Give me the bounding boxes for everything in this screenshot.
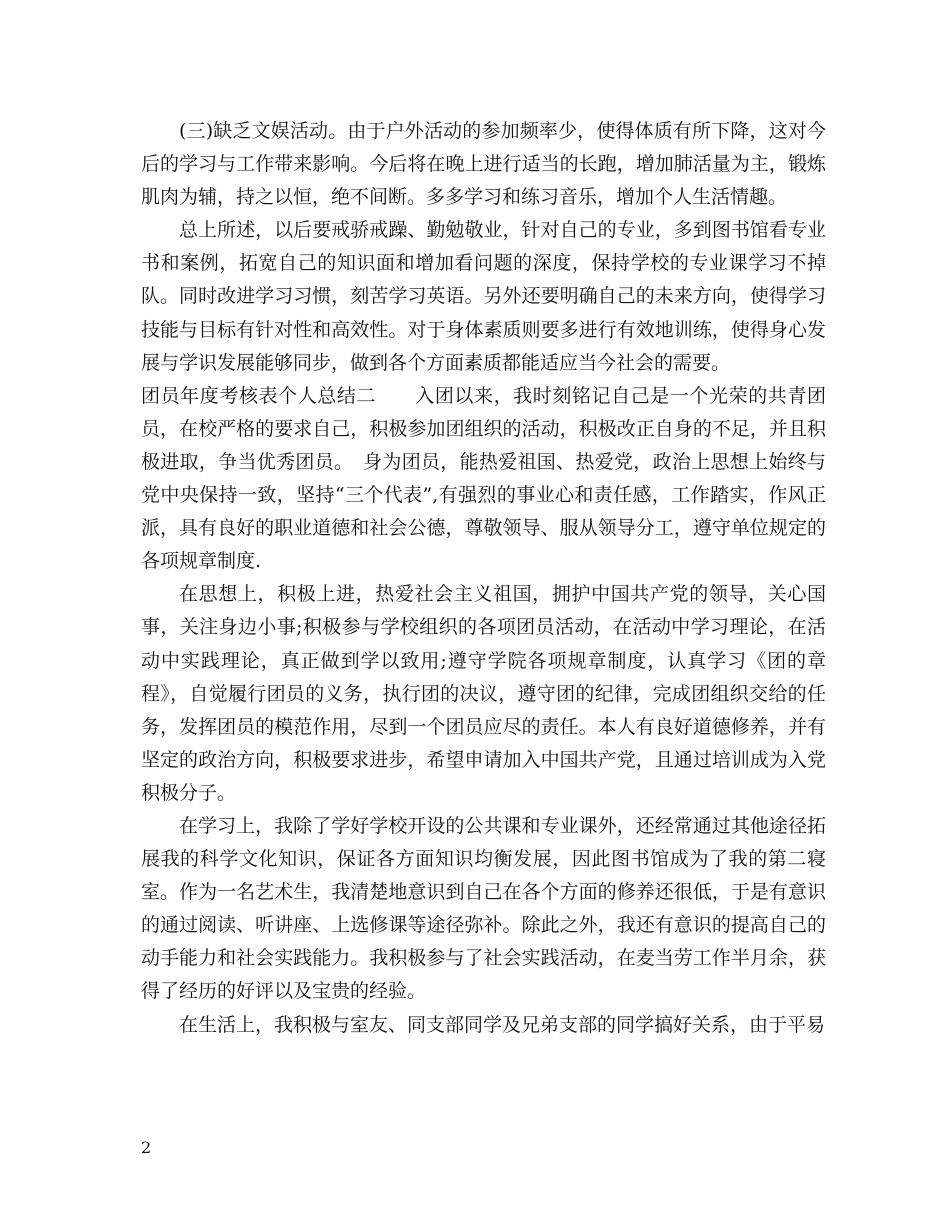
body-text xyxy=(141,115,826,1042)
paragraph-study: 在学习上，我除了学好学校开设的公共课和专业课外，还经常通过其他途径拓展我的科学文化知识，保证各方面知识均衡发展，因此图书馆成为了我的第二寝室。作为一名艺术生，我清楚地意识到自己在各个方面的修养还很低，于是有意识的通过阅读、听讲座、上选修课等途径弥补。除此之外，我还有意识的提高自己的动手能力和社会实践能力。我积极参与了社会实践活动，在麦当劳工作半月余，获得了经历的好评以及宝贵的经验。 xyxy=(141,814,826,1003)
paragraph-life: 在生活上，我积极与室友、同支部同学及兄弟支部的同学搞好关系，由于平易 xyxy=(179,1013,826,1036)
paragraph-activities: (三)缺乏文娱活动。由于户外活动的参加频率少，使得体质有所下降，这对今后的学习与工作带来影响。今后将在晚上进行适当的长跑，增加肺活量为主，锻炼肌肉为辅，持之以恒，绝不间断。多多学习和练习音乐，增加个人生活情趣。 xyxy=(141,120,826,209)
paragraph-ideology: 在思想上，积极上进，热爱社会主义祖国，拥护中国共产党的领导，关心国事，关注身边小事;积极参与学校组织的各项团员活动，在活动中学习理论，在活动中实践理论，真正做到学以致用;遵守学院各项规章制度，认真学习《团的章程》，自觉履行团员的义务，执行团的决议，遵守团的纪律，完成团组织交给的任务，发挥团员的模范作用，尽到一个团员应尽的责任。本人有良好道德修养，并有坚定的政治方向，积极要求进步，希望申请加入中国共产党，且通过培训成为入党积极分子。 xyxy=(141,583,826,804)
paragraph-section-two-intro: 团员年度考核表个人总结二 入团以来，我时刻铭记自己是一个光荣的共青团员，在校严格的要求自己，积极参加团组织的活动，积极改正自身的不足，并且积极进取，争当优秀团员。 身为团员，能热爱祖国、热爱党，政治上思想上始终与党中央保持一致，坚持“三个代表”,有强烈的事业心和责任感，工作踏实，作风正派，具有良好的职业道德和社会公德，尊敬领导、服从领导分工，遵守单位规定的各项规章制度. xyxy=(141,384,826,573)
paragraph-summary: 总上所述，以后要戒骄戒躁、勤勉敬业，针对自己的专业，多到图书馆看专业书和案例，拓宽自己的知识面和增加看问题的深度，保持学校的专业课学习不掉队。同时改进学习习惯，刻苦学习英语。另外还要明确自己的未来方向，使得学习技能与目标有针对性和高效性。对于身体素质则要多进行有效地训练，使得身心发展与学识发展能够同步，做到各个方面素质都能适应当今社会的需要。 xyxy=(141,219,826,374)
page-number: 2 xyxy=(141,1138,152,1157)
